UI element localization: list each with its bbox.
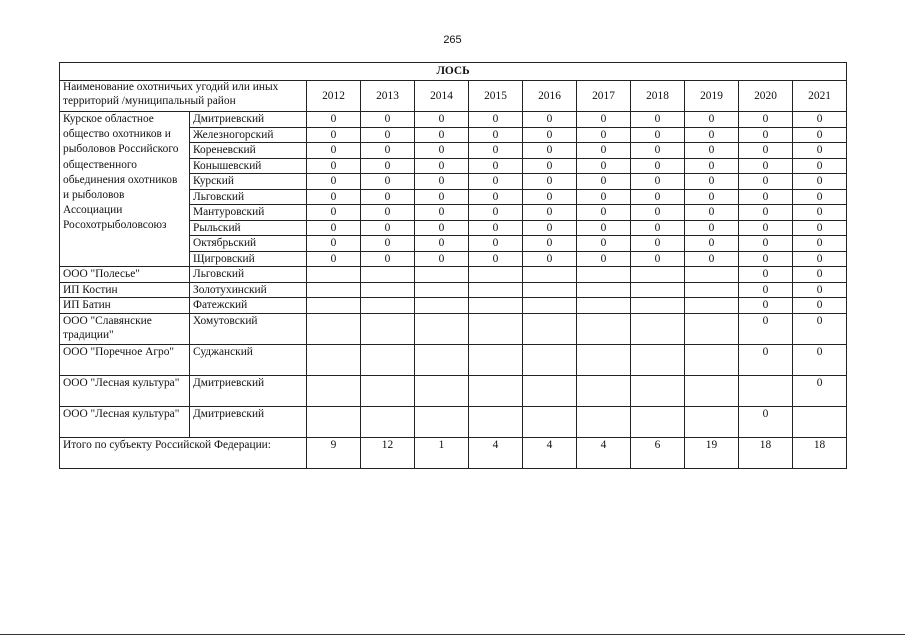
value-cell (631, 313, 685, 344)
table-row (60, 267, 847, 283)
total-value-cell: 4 (523, 437, 577, 468)
value-cell: 0 (739, 267, 793, 283)
year-header: 2015 (469, 81, 523, 112)
value-cell: 0 (361, 236, 415, 252)
value-cell (523, 406, 577, 437)
total-value-cell: 1 (415, 437, 469, 468)
table-row (60, 282, 847, 298)
value-cell (577, 406, 631, 437)
value-cell: 0 (361, 143, 415, 159)
value-cell: 0 (523, 236, 577, 252)
value-cell: 0 (577, 220, 631, 236)
value-cell: 0 (523, 205, 577, 221)
district-cell: Рыльский (190, 220, 307, 236)
organization-cell: ООО "Лесная культура" (60, 406, 190, 437)
value-cell (307, 375, 361, 406)
value-cell (631, 298, 685, 314)
value-cell: 0 (631, 127, 685, 143)
value-cell: 0 (685, 174, 739, 190)
value-cell: 0 (361, 189, 415, 205)
value-cell: 0 (577, 112, 631, 128)
value-cell: 0 (793, 220, 847, 236)
district-cell: Курский (190, 174, 307, 190)
district-cell: Железногорский (190, 127, 307, 143)
value-cell (523, 313, 577, 344)
value-cell (469, 406, 523, 437)
district-cell: Октябрьский (190, 236, 307, 252)
value-cell (361, 282, 415, 298)
value-cell: 0 (793, 282, 847, 298)
organization-cell: ИП Батин (60, 298, 190, 314)
value-cell (523, 298, 577, 314)
value-cell: 0 (577, 251, 631, 267)
value-cell: 0 (631, 205, 685, 221)
value-cell: 0 (361, 174, 415, 190)
value-cell (523, 282, 577, 298)
value-cell: 0 (739, 251, 793, 267)
district-cell: Кореневский (190, 143, 307, 159)
value-cell: 0 (361, 205, 415, 221)
value-cell: 0 (469, 112, 523, 128)
moose-table (59, 62, 847, 469)
value-cell: 0 (685, 220, 739, 236)
value-cell: 0 (523, 158, 577, 174)
value-cell (307, 313, 361, 344)
year-header: 2013 (361, 81, 415, 112)
value-cell: 0 (577, 205, 631, 221)
value-cell: 0 (307, 143, 361, 159)
district-cell: Суджанский (190, 344, 307, 375)
value-cell: 0 (523, 220, 577, 236)
value-cell: 0 (685, 236, 739, 252)
organization-cell: ООО "Поречное Агро" (60, 344, 190, 375)
value-cell (361, 344, 415, 375)
district-cell: Дмитриевский (190, 406, 307, 437)
district-cell: Дмитриевский (190, 112, 307, 128)
total-value-cell: 6 (631, 437, 685, 468)
value-cell: 0 (793, 313, 847, 344)
value-cell (307, 344, 361, 375)
header-row (60, 81, 847, 112)
value-cell (469, 282, 523, 298)
value-cell: 0 (793, 174, 847, 190)
value-cell: 0 (523, 127, 577, 143)
value-cell (793, 406, 847, 437)
value-cell: 0 (361, 112, 415, 128)
table-row (60, 344, 847, 375)
value-cell: 0 (361, 220, 415, 236)
value-cell (469, 313, 523, 344)
table-body (60, 63, 847, 469)
year-header: 2012 (307, 81, 361, 112)
value-cell (685, 375, 739, 406)
table-title: ЛОСЬ (60, 63, 847, 81)
value-cell: 0 (307, 236, 361, 252)
value-cell: 0 (793, 158, 847, 174)
organization-cell: ООО "Славянские традиции" (60, 313, 190, 344)
value-cell: 0 (685, 251, 739, 267)
value-cell: 0 (739, 406, 793, 437)
value-cell (685, 282, 739, 298)
year-header: 2017 (577, 81, 631, 112)
value-cell: 0 (631, 251, 685, 267)
value-cell: 0 (415, 174, 469, 190)
value-cell: 0 (469, 158, 523, 174)
value-cell: 0 (469, 236, 523, 252)
value-cell (685, 313, 739, 344)
total-value-cell: 19 (685, 437, 739, 468)
year-header: 2014 (415, 81, 469, 112)
value-cell: 0 (577, 189, 631, 205)
value-cell: 0 (415, 189, 469, 205)
value-cell: 0 (523, 251, 577, 267)
value-cell: 0 (415, 158, 469, 174)
value-cell: 0 (685, 112, 739, 128)
value-cell: 0 (523, 112, 577, 128)
value-cell: 0 (631, 189, 685, 205)
value-cell: 0 (469, 189, 523, 205)
value-cell: 0 (793, 127, 847, 143)
value-cell (577, 313, 631, 344)
value-cell: 0 (307, 220, 361, 236)
value-cell (361, 298, 415, 314)
value-cell (469, 375, 523, 406)
value-cell: 0 (793, 236, 847, 252)
district-cell: Золотухинский (190, 282, 307, 298)
value-cell (307, 282, 361, 298)
year-header: 2020 (739, 81, 793, 112)
total-label-cell: Итого по субъекту Российской Федерации: (60, 437, 307, 468)
header-name-cell: Наименование охотничьих угодий или иных территорий /муниципальный район (60, 81, 307, 112)
value-cell: 0 (523, 189, 577, 205)
value-cell: 0 (793, 112, 847, 128)
year-header: 2016 (523, 81, 577, 112)
value-cell: 0 (739, 127, 793, 143)
value-cell: 0 (793, 189, 847, 205)
value-cell: 0 (415, 220, 469, 236)
value-cell: 0 (577, 143, 631, 159)
district-cell: Конышевский (190, 158, 307, 174)
value-cell (577, 298, 631, 314)
year-header: 2019 (685, 81, 739, 112)
value-cell: 0 (307, 205, 361, 221)
value-cell (577, 282, 631, 298)
value-cell: 0 (739, 282, 793, 298)
value-cell: 0 (631, 112, 685, 128)
total-value-cell: 9 (307, 437, 361, 468)
value-cell: 0 (577, 236, 631, 252)
value-cell: 0 (361, 251, 415, 267)
value-cell (415, 406, 469, 437)
value-cell: 0 (415, 236, 469, 252)
value-cell: 0 (739, 313, 793, 344)
value-cell (415, 375, 469, 406)
value-cell: 0 (631, 236, 685, 252)
value-cell: 0 (469, 220, 523, 236)
district-cell: Щигровский (190, 251, 307, 267)
value-cell: 0 (415, 127, 469, 143)
value-cell (469, 267, 523, 283)
value-cell: 0 (739, 298, 793, 314)
value-cell: 0 (793, 143, 847, 159)
value-cell: 0 (739, 112, 793, 128)
value-cell: 0 (739, 158, 793, 174)
year-header: 2018 (631, 81, 685, 112)
value-cell (415, 344, 469, 375)
value-cell (631, 406, 685, 437)
page-bottom-edge (0, 634, 905, 635)
value-cell (631, 375, 685, 406)
value-cell (631, 344, 685, 375)
total-value-cell: 12 (361, 437, 415, 468)
value-cell: 0 (307, 127, 361, 143)
value-cell (307, 298, 361, 314)
organization-cell: ООО "Лесная культура" (60, 375, 190, 406)
value-cell: 0 (739, 220, 793, 236)
value-cell: 0 (469, 127, 523, 143)
value-cell: 0 (631, 143, 685, 159)
value-cell (685, 267, 739, 283)
district-cell: Льговский (190, 267, 307, 283)
value-cell: 0 (523, 143, 577, 159)
value-cell: 0 (685, 158, 739, 174)
value-cell (631, 267, 685, 283)
value-cell (415, 313, 469, 344)
organization-cell: ИП Костин (60, 282, 190, 298)
organization-cell: ООО "Полесье" (60, 267, 190, 283)
table-row (60, 112, 847, 128)
value-cell: 0 (793, 267, 847, 283)
page-number: 265 (443, 34, 462, 46)
value-cell (577, 267, 631, 283)
table-row (60, 298, 847, 314)
value-cell: 0 (631, 174, 685, 190)
value-cell: 0 (793, 298, 847, 314)
value-cell (685, 298, 739, 314)
district-cell: Фатежский (190, 298, 307, 314)
district-cell: Дмитриевский (190, 375, 307, 406)
value-cell (361, 267, 415, 283)
value-cell: 0 (307, 189, 361, 205)
value-cell: 0 (361, 158, 415, 174)
value-cell: 0 (307, 112, 361, 128)
value-cell (739, 375, 793, 406)
value-cell (415, 298, 469, 314)
total-row (60, 437, 847, 468)
value-cell: 0 (577, 174, 631, 190)
value-cell (415, 267, 469, 283)
value-cell (523, 344, 577, 375)
value-cell: 0 (793, 375, 847, 406)
value-cell (307, 406, 361, 437)
value-cell: 0 (307, 158, 361, 174)
table-row (60, 406, 847, 437)
value-cell: 0 (739, 174, 793, 190)
district-cell: Льговский (190, 189, 307, 205)
value-cell: 0 (739, 205, 793, 221)
value-cell: 0 (739, 344, 793, 375)
value-cell: 0 (631, 220, 685, 236)
value-cell (361, 406, 415, 437)
value-cell: 0 (469, 205, 523, 221)
value-cell (361, 313, 415, 344)
value-cell: 0 (469, 174, 523, 190)
value-cell (631, 282, 685, 298)
value-cell: 0 (577, 158, 631, 174)
total-value-cell: 4 (469, 437, 523, 468)
value-cell (469, 298, 523, 314)
value-cell: 0 (685, 143, 739, 159)
value-cell: 0 (307, 174, 361, 190)
value-cell: 0 (793, 251, 847, 267)
value-cell: 0 (577, 127, 631, 143)
value-cell: 0 (415, 251, 469, 267)
value-cell (577, 375, 631, 406)
total-value-cell: 18 (793, 437, 847, 468)
value-cell (685, 344, 739, 375)
district-cell: Хомутовский (190, 313, 307, 344)
total-value-cell: 18 (739, 437, 793, 468)
value-cell: 0 (415, 112, 469, 128)
value-cell (523, 267, 577, 283)
value-cell: 0 (685, 205, 739, 221)
table-row (60, 375, 847, 406)
value-cell: 0 (685, 189, 739, 205)
value-cell: 0 (739, 189, 793, 205)
year-header: 2021 (793, 81, 847, 112)
total-value-cell: 4 (577, 437, 631, 468)
value-cell: 0 (307, 251, 361, 267)
value-cell: 0 (793, 205, 847, 221)
value-cell: 0 (415, 205, 469, 221)
district-cell: Мантуровский (190, 205, 307, 221)
value-cell: 0 (631, 158, 685, 174)
value-cell (577, 344, 631, 375)
value-cell: 0 (523, 174, 577, 190)
value-cell (415, 282, 469, 298)
value-cell: 0 (469, 143, 523, 159)
value-cell: 0 (739, 143, 793, 159)
value-cell: 0 (739, 236, 793, 252)
value-cell: 0 (415, 143, 469, 159)
value-cell: 0 (361, 127, 415, 143)
table-row (60, 313, 847, 344)
value-cell (361, 375, 415, 406)
value-cell (685, 406, 739, 437)
value-cell: 0 (685, 127, 739, 143)
value-cell (469, 344, 523, 375)
value-cell (523, 375, 577, 406)
value-cell: 0 (793, 344, 847, 375)
value-cell: 0 (469, 251, 523, 267)
value-cell (307, 267, 361, 283)
society-name-cell: Курское областное общество охотников и рыболовов Российского общественного обьединения охотников и рыболовов Ассоциации Росохотрыболовсоюз (60, 112, 190, 267)
